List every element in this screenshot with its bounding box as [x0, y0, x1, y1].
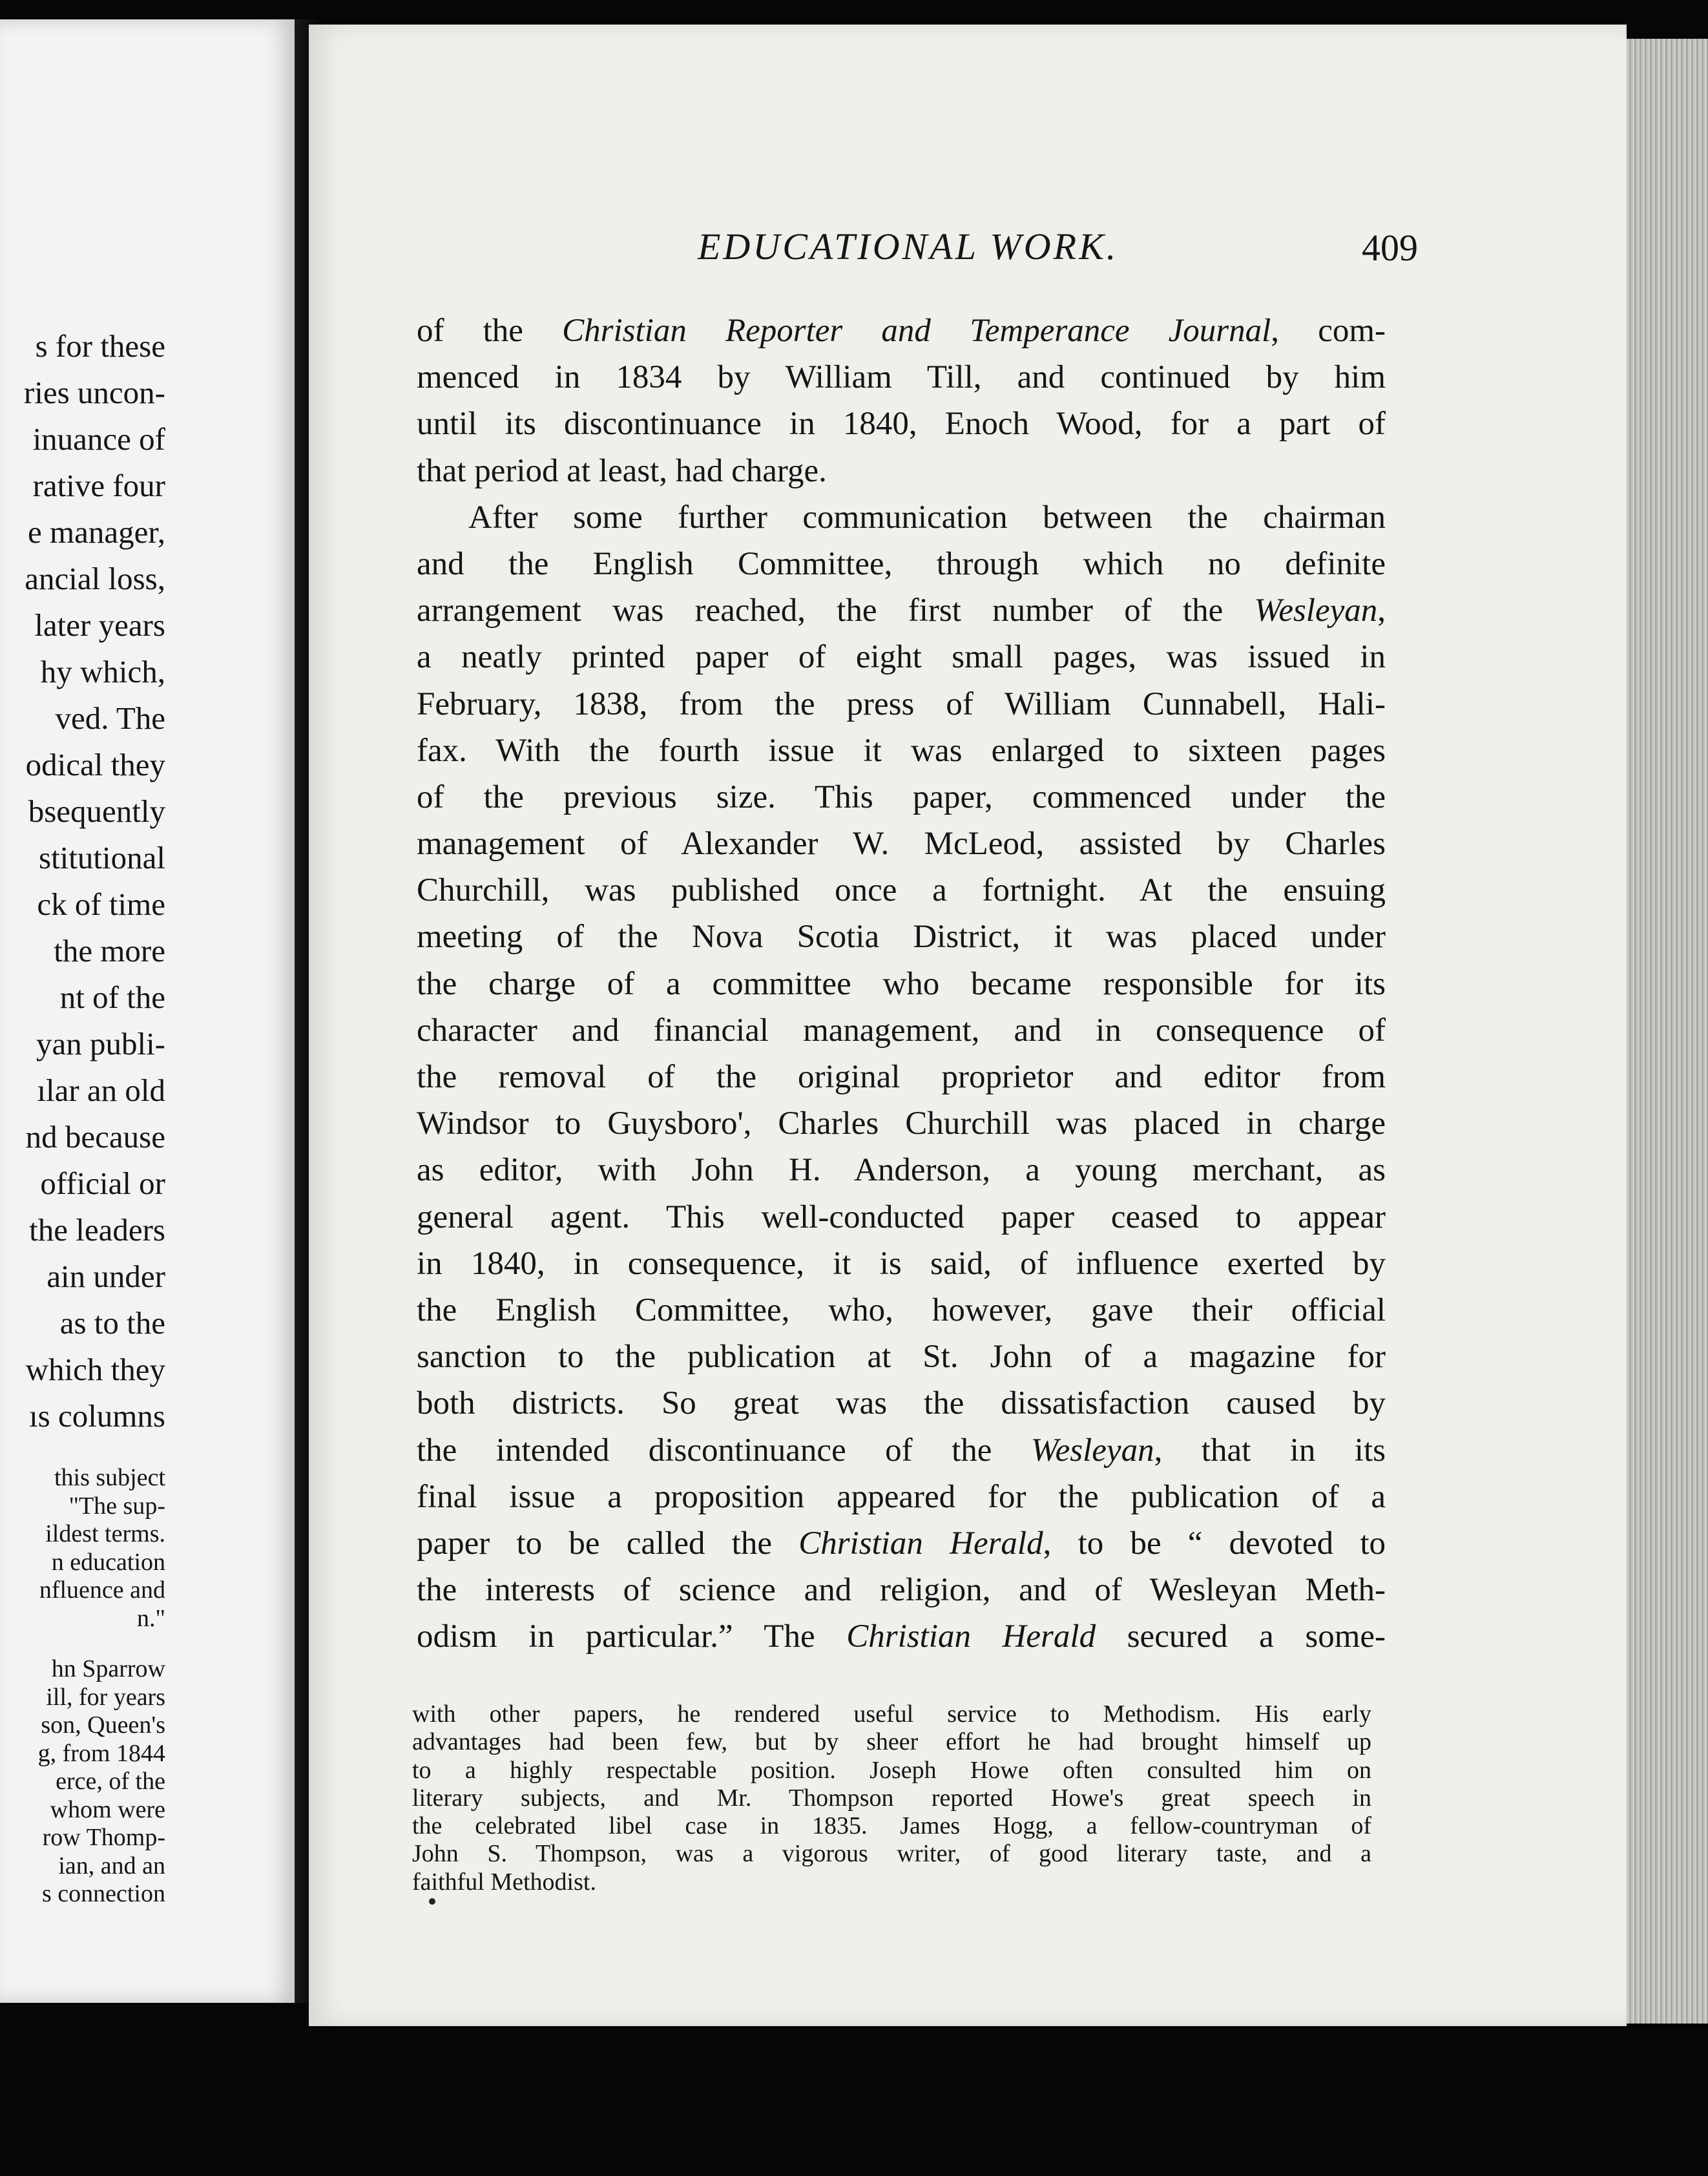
text-run: , to be “ devoted to: [1043, 1525, 1386, 1562]
text-line: meeting of the Nova Scotia District, it was placed under: [417, 919, 1386, 956]
text-line: later years: [34, 607, 165, 643]
text-line: odical they: [25, 747, 165, 782]
footnote-line: son, Queen's: [41, 1711, 165, 1739]
text-run: ,: [1377, 592, 1386, 629]
footnote-line: John S. Thompson, was a vigorous writer, of good literary taste, and a: [412, 1840, 1371, 1868]
text-line: the leaders: [29, 1212, 165, 1248]
text-line: the more: [54, 933, 165, 968]
text-line: stitutional: [39, 840, 165, 875]
text-line: a neatly printed paper of eight small pages, was issued in: [417, 639, 1386, 676]
text-line: hy which,: [40, 654, 165, 689]
text-line: nd because: [25, 1119, 165, 1155]
footnote-line: whom were: [50, 1795, 165, 1823]
text-line: Windsor to Guysboro', Charles Churchill was placed in charge: [417, 1105, 1386, 1142]
text-line: as editor, with John H. Anderson, a young merchant, as: [417, 1152, 1386, 1189]
italic-title: Christian Herald: [846, 1618, 1096, 1655]
text-run: , that in its: [1154, 1432, 1386, 1469]
text-line: general agent. This well-conducted paper ceased to appear: [417, 1198, 1386, 1235]
footnote-line: ill, for years: [46, 1683, 165, 1711]
text-line: menced in 1834 by William Till, and continued by him: [417, 359, 1386, 396]
text-line: inuance of: [32, 421, 165, 457]
text-line: nt of the: [59, 979, 165, 1015]
footnote-line: erce, of the: [56, 1768, 165, 1795]
text-line: s for these: [35, 328, 165, 364]
footnote-marker-dot: [429, 1898, 435, 1905]
text-line: the English Committee, who, however, gave their official: [417, 1292, 1386, 1328]
footnote-line: the celebrated libel case in 1835. James Hogg, a fellow-countryman of: [412, 1812, 1371, 1840]
text-line: sanction to the publication at St. John of a magazine for: [417, 1339, 1386, 1376]
footnote-gap: [0, 1633, 165, 1655]
italic-title: Wesleyan: [1254, 592, 1378, 629]
text-run: odism in particular.” The: [417, 1618, 847, 1655]
italic-title: Wesleyan: [1030, 1432, 1154, 1469]
footnote-line: n.": [136, 1604, 165, 1632]
text-line: ılar an old: [37, 1072, 165, 1108]
text-line: ved. The: [55, 700, 165, 736]
footnote-line: literary subjects, and Mr. Thompson reported Howe's great speech in: [412, 1784, 1371, 1812]
text-line: e manager,: [28, 514, 165, 550]
text-line: character and financial management, and in consequence of: [417, 1012, 1386, 1049]
text-line: as to the: [59, 1305, 165, 1341]
text-line: ancial loss,: [25, 561, 165, 596]
text-line: both districts. So great was the dissatisfaction caused by: [417, 1385, 1386, 1422]
footnote-line: ian, and an: [58, 1852, 165, 1879]
text-run: the intended discontinuance of the: [417, 1432, 1031, 1469]
paragraph-first-line: After some further communication between the chairman: [468, 499, 1386, 536]
text-line: the removal of the original proprietor and editor from: [417, 1059, 1386, 1095]
footnote-line: n education: [51, 1548, 165, 1576]
footnote-line: this subject: [54, 1464, 165, 1491]
text-line: the interests of science and religion, and of Wesleyan Meth-: [417, 1572, 1386, 1609]
text-run: , com-: [1271, 313, 1386, 349]
footnote-line: g, from 1844: [37, 1739, 165, 1767]
previous-page: [0, 19, 295, 2003]
text-line: ıs columns: [29, 1398, 165, 1434]
body-text: [417, 308, 1386, 1660]
text-line: that period at least, had charge.: [417, 452, 827, 489]
previous-page-footnotes: [0, 1464, 165, 1909]
text-line: in 1840, in consequence, it is said, of influence exerted by: [417, 1245, 1386, 1282]
footnote-line: advantages had been few, but by sheer effort he had brought himself up: [412, 1728, 1371, 1756]
text-line: official or: [40, 1166, 165, 1201]
text-line: yan publi-: [36, 1026, 165, 1062]
text-line: [417, 1427, 1386, 1474]
text-run: secured a some-: [1096, 1618, 1386, 1655]
footnote-line: nfluence and: [39, 1576, 165, 1604]
text-line: the charge of a committee who became responsible for its: [417, 965, 1386, 1002]
footnote: [412, 1700, 1371, 1896]
text-run: of the: [417, 313, 563, 349]
text-line: and the English Committee, through which no definite: [417, 545, 1386, 582]
footnote-line: row Thomp-: [42, 1824, 165, 1851]
text-run: arrangement was reached, the first number of the: [417, 592, 1255, 629]
text-line: bsequently: [28, 793, 165, 829]
text-line: management of Alexander W. McLeod, assisted by Charles: [417, 826, 1386, 863]
italic-title: Christian Reporter and Temperance Journal: [562, 313, 1271, 349]
text-line: until its discontinuance in 1840, Enoch Wood, for a part of: [417, 406, 1386, 443]
text-line: final issue a proposition appeared for the publication of a: [417, 1478, 1386, 1515]
footnote-line: faithful Methodist.: [412, 1868, 596, 1896]
text-line: which they: [25, 1352, 165, 1387]
text-run: paper to be called the: [417, 1525, 799, 1562]
text-line: [417, 587, 1386, 634]
text-line: [417, 1613, 1386, 1660]
footnote-line: ildest terms.: [45, 1520, 165, 1547]
footnote-line: with other papers, he rendered useful service to Methodism. His early: [412, 1700, 1371, 1728]
previous-page-body-text: [0, 323, 165, 1439]
page-edges: [1627, 39, 1708, 2024]
text-line: February, 1838, from the press of William Cunnabell, Hali-: [417, 685, 1386, 722]
footnote-line: to a highly respectable position. Joseph Howe often consulted him on: [412, 1756, 1371, 1784]
text-line: ck of time: [37, 886, 165, 922]
text-line: of the previous size. This paper, commenced under the: [417, 779, 1386, 815]
italic-title: Christian Herald: [798, 1525, 1043, 1562]
text-line: Churchill, was published once a fortnight. At the ensuing: [417, 872, 1386, 909]
footnote-line: "The sup-: [68, 1492, 165, 1520]
text-line: fax. With the fourth issue it was enlarged to sixteen pages: [417, 732, 1386, 769]
page-number: 409: [1362, 227, 1418, 269]
text-line: [417, 308, 1386, 354]
footnote-line: s connection: [41, 1880, 165, 1907]
footnote-line: hn Sparrow: [51, 1655, 165, 1682]
text-line: ain under: [47, 1259, 165, 1294]
running-head: EDUCATIONAL WORK.: [698, 225, 1119, 267]
text-line: rative four: [32, 468, 165, 503]
text-line: [417, 1520, 1386, 1567]
text-line: ries uncon-: [23, 375, 165, 410]
